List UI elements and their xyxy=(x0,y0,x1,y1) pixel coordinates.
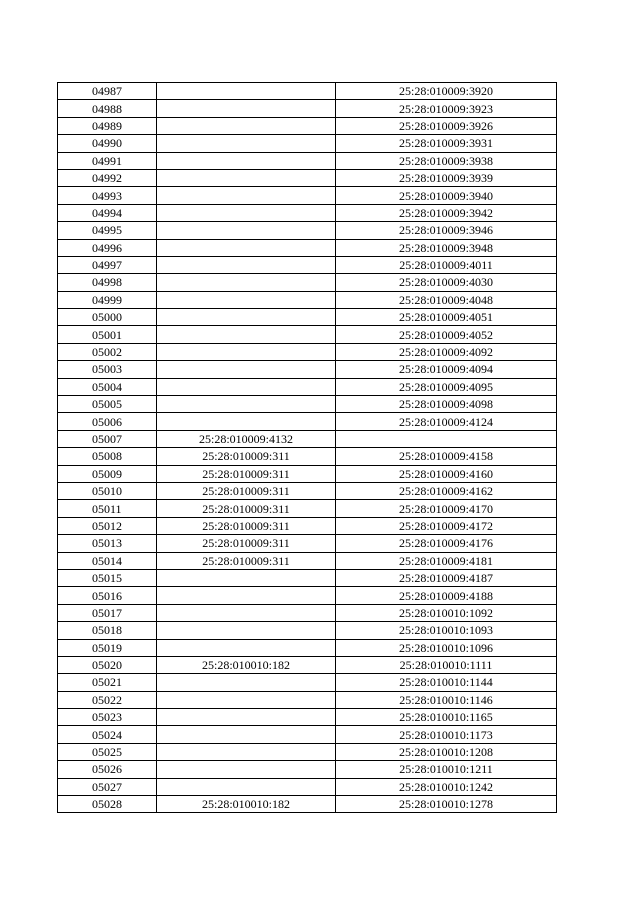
cadastral-number-cell-primary xyxy=(157,674,336,691)
cadastral-number-cell-primary xyxy=(157,361,336,378)
table-row xyxy=(58,326,557,343)
row-number-cell: 05007 xyxy=(58,430,157,447)
cadastral-number-cell-primary xyxy=(157,117,336,134)
records-table-body xyxy=(58,83,557,813)
row-number-cell: 05010 xyxy=(58,482,157,499)
table-row xyxy=(58,709,557,726)
cadastral-number-cell-primary xyxy=(157,222,336,239)
row-number-cell: 04990 xyxy=(58,135,157,152)
cadastral-number-cell-secondary: 25:28:010010:1092 xyxy=(336,604,557,621)
row-number-cell: 05009 xyxy=(58,465,157,482)
cadastral-number-cell-primary xyxy=(157,639,336,656)
cadastral-number-cell-primary xyxy=(157,204,336,221)
cadastral-number-cell-primary xyxy=(157,709,336,726)
table-row xyxy=(58,152,557,169)
table-row xyxy=(58,135,557,152)
cadastral-number-cell-primary: 25:28:010009:311 xyxy=(157,535,336,552)
table-row xyxy=(58,691,557,708)
cadastral-number-cell-primary xyxy=(157,187,336,204)
cadastral-number-cell-secondary xyxy=(336,430,557,447)
cadastral-number-cell-secondary: 25:28:010009:4176 xyxy=(336,535,557,552)
cadastral-number-cell-primary: 25:28:010009:311 xyxy=(157,482,336,499)
cadastral-number-cell-secondary: 25:28:010009:4051 xyxy=(336,309,557,326)
row-number-cell: 04988 xyxy=(58,100,157,117)
cadastral-number-cell-primary: 25:28:010009:311 xyxy=(157,448,336,465)
table-row xyxy=(58,396,557,413)
cadastral-number-cell-primary: 25:28:010009:311 xyxy=(157,465,336,482)
cadastral-number-cell-primary xyxy=(157,100,336,117)
row-number-cell: 05008 xyxy=(58,448,157,465)
cadastral-number-cell-secondary: 25:28:010009:4160 xyxy=(336,465,557,482)
table-row xyxy=(58,222,557,239)
row-number-cell: 04987 xyxy=(58,83,157,100)
cadastral-number-cell-secondary: 25:28:010009:3931 xyxy=(336,135,557,152)
row-number-cell: 04991 xyxy=(58,152,157,169)
cadastral-number-cell-secondary: 25:28:010009:3923 xyxy=(336,100,557,117)
cadastral-number-cell-secondary: 25:28:010009:4052 xyxy=(336,326,557,343)
cadastral-number-cell-secondary: 25:28:010009:4158 xyxy=(336,448,557,465)
cadastral-number-cell-primary xyxy=(157,291,336,308)
table-row xyxy=(58,517,557,534)
row-number-cell: 04999 xyxy=(58,291,157,308)
cadastral-number-cell-secondary: 25:28:010009:4162 xyxy=(336,482,557,499)
cadastral-number-cell-primary xyxy=(157,343,336,360)
row-number-cell: 05028 xyxy=(58,796,157,813)
cadastral-number-cell-primary xyxy=(157,587,336,604)
cadastral-number-cell-primary: 25:28:010009:4132 xyxy=(157,430,336,447)
cadastral-number-cell-primary: 25:28:010009:311 xyxy=(157,552,336,569)
table-row xyxy=(58,204,557,221)
cadastral-number-cell-primary xyxy=(157,256,336,273)
table-row xyxy=(58,761,557,778)
cadastral-number-cell-secondary: 25:28:010010:1111 xyxy=(336,656,557,673)
row-number-cell: 05026 xyxy=(58,761,157,778)
table-row xyxy=(58,256,557,273)
table-row xyxy=(58,535,557,552)
table-row xyxy=(58,674,557,691)
table-row xyxy=(58,378,557,395)
cadastral-number-cell-primary xyxy=(157,604,336,621)
cadastral-number-cell-primary: 25:28:010009:311 xyxy=(157,500,336,517)
cadastral-number-cell-secondary: 25:28:010009:4011 xyxy=(336,256,557,273)
row-number-cell: 04997 xyxy=(58,256,157,273)
cadastral-number-cell-secondary: 25:28:010009:4181 xyxy=(336,552,557,569)
cadastral-number-cell-primary xyxy=(157,691,336,708)
cadastral-number-cell-secondary: 25:28:010009:4092 xyxy=(336,343,557,360)
row-number-cell: 05017 xyxy=(58,604,157,621)
cadastral-number-cell-secondary: 25:28:010009:4172 xyxy=(336,517,557,534)
table-row xyxy=(58,343,557,360)
cadastral-number-cell-secondary: 25:28:010010:1165 xyxy=(336,709,557,726)
cadastral-number-cell-secondary: 25:28:010010:1211 xyxy=(336,761,557,778)
records-table xyxy=(57,82,557,813)
cadastral-number-cell-primary xyxy=(157,326,336,343)
cadastral-number-cell-secondary: 25:28:010009:3946 xyxy=(336,222,557,239)
cadastral-number-cell-secondary: 25:28:010009:4048 xyxy=(336,291,557,308)
cadastral-number-cell-secondary: 25:28:010009:4187 xyxy=(336,569,557,586)
row-number-cell: 04994 xyxy=(58,204,157,221)
cadastral-number-cell-secondary: 25:28:010010:1208 xyxy=(336,743,557,760)
row-number-cell: 05024 xyxy=(58,726,157,743)
cadastral-number-cell-secondary: 25:28:010009:3942 xyxy=(336,204,557,221)
cadastral-number-cell-secondary: 25:28:010010:1278 xyxy=(336,796,557,813)
row-number-cell: 05006 xyxy=(58,413,157,430)
row-number-cell: 05003 xyxy=(58,361,157,378)
cadastral-number-cell-primary xyxy=(157,135,336,152)
row-number-cell: 05025 xyxy=(58,743,157,760)
cadastral-number-cell-secondary: 25:28:010010:1146 xyxy=(336,691,557,708)
cadastral-number-cell-secondary: 25:28:010009:4170 xyxy=(336,500,557,517)
row-number-cell: 05016 xyxy=(58,587,157,604)
row-number-cell: 05018 xyxy=(58,622,157,639)
cadastral-number-cell-secondary: 25:28:010009:4098 xyxy=(336,396,557,413)
table-row xyxy=(58,274,557,291)
cadastral-number-cell-primary: 25:28:010010:182 xyxy=(157,656,336,673)
table-row xyxy=(58,413,557,430)
cadastral-number-cell-primary: 25:28:010010:182 xyxy=(157,796,336,813)
row-number-cell: 05014 xyxy=(58,552,157,569)
row-number-cell: 04998 xyxy=(58,274,157,291)
row-number-cell: 05011 xyxy=(58,500,157,517)
table-row xyxy=(58,169,557,186)
table-row xyxy=(58,569,557,586)
table-row xyxy=(58,656,557,673)
table-row xyxy=(58,482,557,499)
cadastral-number-cell-primary xyxy=(157,152,336,169)
cadastral-number-cell-primary xyxy=(157,761,336,778)
cadastral-number-cell-secondary: 25:28:010009:3938 xyxy=(336,152,557,169)
table-row xyxy=(58,726,557,743)
cadastral-number-cell-primary xyxy=(157,83,336,100)
table-row xyxy=(58,117,557,134)
cadastral-number-cell-secondary: 25:28:010009:4030 xyxy=(336,274,557,291)
table-row xyxy=(58,309,557,326)
table-row xyxy=(58,100,557,117)
cadastral-number-cell-secondary: 25:28:010009:3940 xyxy=(336,187,557,204)
cadastral-number-cell-primary xyxy=(157,309,336,326)
row-number-cell: 05000 xyxy=(58,309,157,326)
row-number-cell: 04995 xyxy=(58,222,157,239)
cadastral-number-cell-secondary: 25:28:010010:1144 xyxy=(336,674,557,691)
row-number-cell: 04989 xyxy=(58,117,157,134)
row-number-cell: 05001 xyxy=(58,326,157,343)
cadastral-number-cell-primary xyxy=(157,743,336,760)
cadastral-number-cell-secondary: 25:28:010010:1242 xyxy=(336,778,557,795)
cadastral-number-cell-secondary: 25:28:010010:1093 xyxy=(336,622,557,639)
cadastral-number-cell-secondary: 25:28:010009:3948 xyxy=(336,239,557,256)
row-number-cell: 05021 xyxy=(58,674,157,691)
table-row xyxy=(58,604,557,621)
row-number-cell: 05027 xyxy=(58,778,157,795)
table-row xyxy=(58,361,557,378)
row-number-cell: 05005 xyxy=(58,396,157,413)
row-number-cell: 05022 xyxy=(58,691,157,708)
cadastral-number-cell-primary xyxy=(157,413,336,430)
table-row xyxy=(58,187,557,204)
cadastral-number-cell-primary xyxy=(157,378,336,395)
table-row xyxy=(58,500,557,517)
table-row xyxy=(58,639,557,656)
table-row xyxy=(58,465,557,482)
cadastral-number-cell-secondary: 25:28:010010:1096 xyxy=(336,639,557,656)
row-number-cell: 05020 xyxy=(58,656,157,673)
table-row xyxy=(58,83,557,100)
cadastral-number-cell-primary xyxy=(157,239,336,256)
table-row xyxy=(58,587,557,604)
cadastral-number-cell-primary xyxy=(157,569,336,586)
cadastral-number-cell-primary xyxy=(157,274,336,291)
row-number-cell: 04996 xyxy=(58,239,157,256)
cadastral-number-cell-secondary: 25:28:010009:4188 xyxy=(336,587,557,604)
cadastral-number-cell-primary: 25:28:010009:311 xyxy=(157,517,336,534)
cadastral-number-cell-secondary: 25:28:010009:3939 xyxy=(336,169,557,186)
cadastral-number-cell-primary xyxy=(157,622,336,639)
row-number-cell: 04992 xyxy=(58,169,157,186)
cadastral-number-cell-secondary: 25:28:010010:1173 xyxy=(336,726,557,743)
table-row xyxy=(58,239,557,256)
row-number-cell: 04993 xyxy=(58,187,157,204)
row-number-cell: 05004 xyxy=(58,378,157,395)
table-row xyxy=(58,291,557,308)
cadastral-number-cell-primary xyxy=(157,778,336,795)
cadastral-number-cell-primary xyxy=(157,396,336,413)
cadastral-number-cell-secondary: 25:28:010009:3926 xyxy=(336,117,557,134)
table-row xyxy=(58,796,557,813)
table-row xyxy=(58,743,557,760)
table-row xyxy=(58,448,557,465)
cadastral-number-cell-secondary: 25:28:010009:3920 xyxy=(336,83,557,100)
row-number-cell: 05019 xyxy=(58,639,157,656)
table-row xyxy=(58,430,557,447)
row-number-cell: 05023 xyxy=(58,709,157,726)
table-row xyxy=(58,622,557,639)
cadastral-number-cell-primary xyxy=(157,726,336,743)
cadastral-number-cell-primary xyxy=(157,169,336,186)
row-number-cell: 05013 xyxy=(58,535,157,552)
table-row xyxy=(58,552,557,569)
cadastral-number-cell-secondary: 25:28:010009:4094 xyxy=(336,361,557,378)
row-number-cell: 05012 xyxy=(58,517,157,534)
row-number-cell: 05002 xyxy=(58,343,157,360)
cadastral-number-cell-secondary: 25:28:010009:4124 xyxy=(336,413,557,430)
table-row xyxy=(58,778,557,795)
cadastral-number-cell-secondary: 25:28:010009:4095 xyxy=(336,378,557,395)
row-number-cell: 05015 xyxy=(58,569,157,586)
